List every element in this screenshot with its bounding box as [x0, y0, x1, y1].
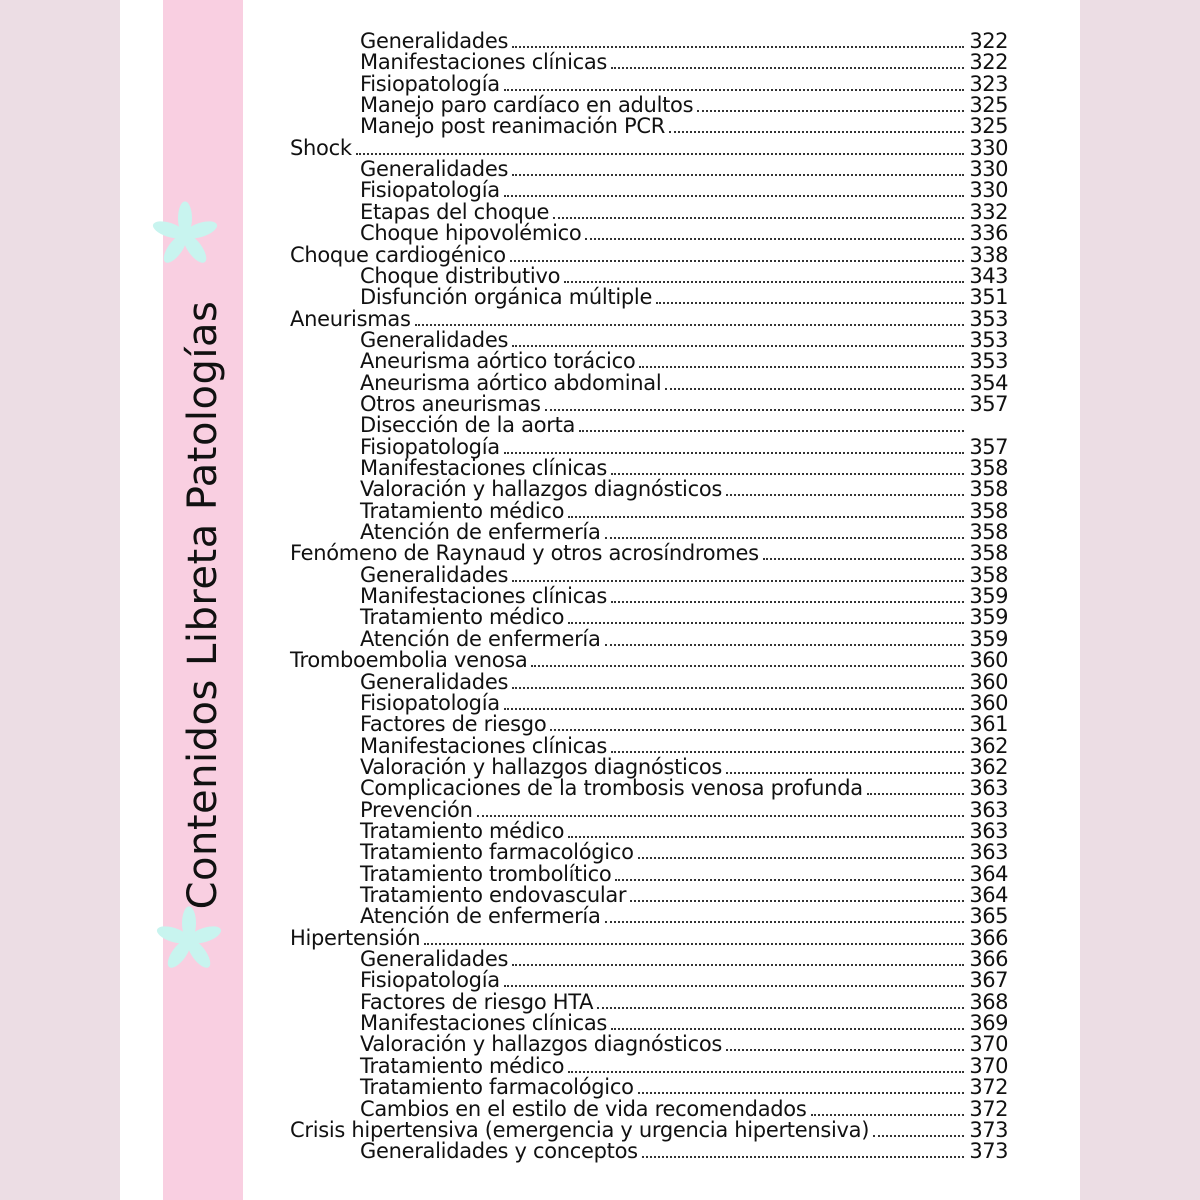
toc-entry-label: Manifestaciones clínicas: [360, 456, 608, 480]
dot-leader: [638, 1092, 964, 1094]
toc-entry: [360, 991, 1008, 1013]
toc-entry: [360, 1012, 1008, 1034]
dot-leader: [726, 772, 964, 774]
toc-entry-page: 370: [969, 1032, 1008, 1057]
toc-entry-page: 358: [969, 520, 1008, 545]
toc-entry: [360, 969, 1008, 991]
toc-entry-page: 362: [969, 733, 1008, 758]
toc-entry-page: 373: [969, 1117, 1008, 1142]
toc-entry-label: Manifestaciones clínicas: [360, 1011, 608, 1036]
toc-entry-page: 364: [969, 883, 1008, 907]
toc-entry-label: Fisiopatología: [360, 434, 500, 459]
toc-entry: [360, 73, 1008, 95]
dot-leader: [656, 302, 964, 304]
toc-entry-page: 330: [969, 178, 1008, 203]
toc-entry-label: Disección de la aorta: [360, 413, 576, 438]
toc-entry: [360, 756, 1008, 778]
toc-entry: [360, 863, 1008, 885]
dot-leader: [726, 1049, 964, 1051]
toc-entry-page: 332: [969, 199, 1008, 224]
toc-entry-label: Choque cardiogénico: [290, 242, 506, 267]
toc-entry-page: 338: [969, 242, 1008, 267]
toc-entry-page: 360: [969, 690, 1008, 715]
toc-entry: [360, 1033, 1008, 1055]
toc-entry-label: Crisis hipertensiva (emergencia y urgencia hipertensiva): [290, 1117, 870, 1142]
dot-leader: [512, 174, 964, 176]
toc-entry: [360, 457, 1008, 479]
dot-leader: [545, 409, 964, 411]
dot-leader: [568, 1071, 964, 1073]
toc-entry-page: 322: [969, 50, 1008, 75]
toc-entry-page: 362: [969, 754, 1008, 779]
toc-entry: [360, 436, 1008, 458]
toc-entry-label: Aneurisma aórtico torácico: [360, 349, 636, 374]
toc-entry: [360, 350, 1008, 372]
dot-leader: [510, 260, 964, 262]
toc-entry-page: 366: [969, 947, 1008, 972]
toc-entry-page: 373: [969, 1139, 1008, 1164]
toc-entry-label: Manifestaciones clínicas: [360, 584, 608, 609]
toc-entry-label: Manejo paro cardíaco en adultos: [360, 93, 694, 118]
dot-leader: [531, 665, 964, 667]
toc-entry-page: 358: [969, 541, 1008, 566]
dot-leader: [611, 751, 964, 753]
toc-entry-label: Choque distributivo: [360, 263, 561, 288]
toc-entry-label: Choque hipovolémico: [360, 221, 582, 246]
toc-entry: [360, 799, 1008, 821]
toc-entry-page: 330: [969, 157, 1008, 182]
dot-leader: [550, 729, 964, 731]
dot-leader: [504, 452, 964, 454]
toc-entry-label: Fisiopatología: [360, 71, 500, 96]
toc-entry-label: Cambios en el estilo de vida recomendados: [360, 1096, 807, 1121]
flower-icon: [154, 905, 224, 975]
toc-entry-label: Tratamiento médico: [360, 498, 565, 523]
dot-leader: [638, 857, 964, 859]
toc-entry: [360, 179, 1008, 201]
toc-entry: [360, 94, 1008, 116]
toc-entry-page: 363: [969, 818, 1008, 843]
toc-entry-page: 353: [969, 349, 1008, 374]
dot-leader: [568, 836, 964, 838]
toc-entry-label: Manejo post reanimación PCR: [360, 114, 666, 139]
toc-entry: [360, 265, 1008, 287]
toc-entry-label: Complicaciones de la trombosis venosa profunda: [360, 776, 863, 801]
toc-entry-page: 365: [969, 904, 1008, 929]
dot-leader: [597, 1007, 964, 1009]
toc-entry-page: 325: [969, 93, 1008, 118]
toc-entry-label: Tratamiento médico: [360, 1053, 565, 1078]
toc-entry: [290, 649, 1008, 671]
toc-entry-page: 358: [969, 562, 1008, 587]
toc-entry-label: Generalidades y conceptos: [360, 1139, 638, 1164]
toc-entry-label: Manifestaciones clínicas: [360, 50, 608, 75]
toc-entry-label: Valoración y hallazgos diagnósticos: [360, 477, 723, 502]
dot-leader: [642, 1156, 964, 1158]
toc-entry-page: 368: [969, 989, 1008, 1014]
toc-entry-page: 354: [969, 370, 1008, 395]
toc-entry-page: 361: [969, 712, 1008, 737]
toc-entry: [360, 671, 1008, 693]
toc-entry-page: 357: [969, 391, 1008, 416]
dot-leader: [568, 516, 964, 518]
toc-entry: [360, 478, 1008, 500]
toc-entry-page: 370: [969, 1053, 1008, 1078]
dot-leader: [665, 388, 964, 390]
toc-entry-page: 325: [969, 114, 1008, 139]
toc-entry: [360, 948, 1008, 970]
toc-entry-page: 358: [969, 456, 1008, 480]
toc-entry-page: 360: [969, 669, 1008, 694]
toc-entry: [360, 414, 1008, 436]
dot-leader: [512, 964, 964, 966]
dot-leader: [726, 494, 964, 496]
toc-entry: [360, 158, 1008, 180]
toc-entry: [360, 329, 1008, 351]
toc-entry-label: Generalidades: [360, 157, 509, 182]
toc-entry-label: Fisiopatología: [360, 690, 500, 715]
dot-leader: [356, 153, 964, 155]
dot-leader: [811, 1114, 965, 1116]
toc-entry: [360, 1055, 1008, 1077]
toc-entry-label: Tratamiento endovascular: [360, 883, 627, 907]
dot-leader: [611, 601, 964, 603]
toc-entry-page: 360: [969, 648, 1008, 673]
toc-entry-label: Tratamiento trombolítico: [360, 861, 612, 886]
toc-entry-label: Generalidades: [360, 562, 509, 587]
toc-entry: [360, 201, 1008, 223]
dot-leader: [611, 67, 964, 69]
toc-entry: [360, 777, 1008, 799]
toc-entry: [360, 564, 1008, 586]
toc-entry-label: Hipertensión: [290, 925, 421, 950]
flower-icon: [150, 200, 220, 270]
toc-entry-label: Generalidades: [360, 669, 509, 694]
toc-entry-page: 322: [969, 29, 1008, 53]
document-page: [120, 0, 1080, 1200]
toc-entry: [360, 115, 1008, 137]
toc-entry-page: 353: [969, 306, 1008, 331]
dot-leader: [504, 195, 964, 197]
toc-entry: [360, 713, 1008, 735]
toc-entry-page: 363: [969, 840, 1008, 865]
toc-entry: [290, 1119, 1008, 1141]
toc-entry-label: Disfunción orgánica múltiple: [360, 285, 653, 310]
toc-entry: [360, 820, 1008, 842]
toc-entry-page: 369: [969, 1011, 1008, 1036]
toc-entry: [360, 841, 1008, 863]
toc-entry: [360, 286, 1008, 308]
toc-entry-page: 353: [969, 327, 1008, 352]
toc-entry-page: 372: [969, 1075, 1008, 1100]
dot-leader: [504, 89, 964, 91]
toc-entry: [360, 393, 1008, 415]
toc-entry-page: 358: [969, 498, 1008, 523]
toc-entry-page: 359: [969, 626, 1008, 651]
dot-leader: [611, 473, 964, 475]
toc-entry-page: 323: [969, 71, 1008, 96]
toc-entry-label: Tratamiento farmacológico: [360, 840, 634, 865]
toc-entry-label: Fisiopatología: [360, 968, 500, 993]
toc-entry-page: 364: [969, 861, 1008, 886]
toc-entry-label: Valoración y hallazgos diagnósticos: [360, 1032, 723, 1057]
dot-leader: [763, 558, 964, 560]
toc-entry: [290, 308, 1008, 330]
toc-entry: [360, 735, 1008, 757]
dot-leader: [630, 900, 964, 902]
dot-leader: [579, 430, 964, 432]
dot-leader: [605, 537, 964, 539]
dot-leader: [615, 879, 964, 881]
toc-entry-page: 343: [969, 263, 1008, 288]
dot-leader: [512, 46, 964, 48]
dot-leader: [504, 708, 964, 710]
dot-leader: [415, 324, 964, 326]
toc-entry: [360, 500, 1008, 522]
toc-entry-page: 358: [969, 477, 1008, 502]
dot-leader: [697, 110, 964, 112]
dot-leader: [611, 1028, 964, 1030]
toc-entry: [360, 1140, 1008, 1162]
toc-entry: [360, 905, 1008, 927]
toc-entry: [360, 884, 1008, 906]
toc-entry: [360, 521, 1008, 543]
toc-entry-label: Aneurisma aórtico abdominal: [360, 370, 662, 395]
dot-leader: [553, 217, 964, 219]
toc-entry: [290, 927, 1008, 949]
toc-entry-label: Valoración y hallazgos diagnósticos: [360, 754, 723, 779]
toc-entry-page: 330: [969, 135, 1008, 160]
toc-entry: [360, 51, 1008, 73]
toc-entry-label: Fenómeno de Raynaud y otros acrosíndromes: [290, 541, 759, 566]
toc-entry-page: 351: [969, 285, 1008, 310]
toc-entry-label: Generalidades: [360, 29, 509, 53]
toc-entry-label: Atención de enfermería: [360, 904, 601, 929]
dot-leader: [585, 238, 964, 240]
toc-entry: [360, 30, 1008, 52]
dot-leader: [564, 281, 964, 283]
toc-entry-label: Prevención: [360, 797, 473, 822]
dot-leader: [512, 687, 964, 689]
toc-entry-label: Aneurismas: [290, 306, 411, 331]
dot-leader: [669, 131, 964, 133]
toc-entry: [290, 137, 1008, 159]
dot-leader: [867, 793, 964, 795]
toc-entry-label: Fisiopatología: [360, 178, 500, 203]
toc-entry-label: Atención de enfermería: [360, 520, 601, 545]
dot-leader: [873, 1135, 964, 1137]
toc-entry: [360, 222, 1008, 244]
toc-entry-page: 357: [969, 434, 1008, 459]
toc-entry: [290, 542, 1008, 564]
toc-entry-page: 372: [969, 1096, 1008, 1121]
dot-leader: [477, 815, 964, 817]
toc-entry-label: Tratamiento farmacológico: [360, 1075, 634, 1100]
toc-entry-label: Generalidades: [360, 327, 509, 352]
toc-entry: [290, 244, 1008, 266]
toc-entry-label: Tromboembolia venosa: [290, 648, 528, 673]
toc-entry-label: Factores de riesgo HTA: [360, 989, 594, 1014]
toc-entry-label: Tratamiento médico: [360, 605, 565, 630]
toc-entry-label: Manifestaciones clínicas: [360, 733, 608, 758]
dot-leader: [605, 644, 964, 646]
dot-leader: [512, 580, 964, 582]
toc-entry-page: 359: [969, 584, 1008, 609]
toc-entry-label: Atención de enfermería: [360, 626, 601, 651]
toc-entry: [360, 1098, 1008, 1120]
dot-leader: [605, 921, 964, 923]
dot-leader: [512, 345, 964, 347]
dot-leader: [504, 985, 964, 987]
toc-entry: [360, 372, 1008, 394]
dot-leader: [424, 943, 964, 945]
toc-entry-label: Factores de riesgo: [360, 712, 547, 737]
toc-entry-page: 336: [969, 221, 1008, 246]
sidebar-title: Contenidos Libreta Patologías: [180, 300, 226, 910]
toc-entry-page: 366: [969, 925, 1008, 950]
dot-leader: [639, 366, 964, 368]
toc-entry-page: 363: [969, 776, 1008, 801]
toc-entry-page: 363: [969, 797, 1008, 822]
toc-entry: [360, 1076, 1008, 1098]
toc-entry: [360, 606, 1008, 628]
toc-entry-label: Etapas del choque: [360, 199, 550, 224]
toc-entry: [360, 692, 1008, 714]
toc-entry-label: Otros aneurismas: [360, 391, 541, 416]
toc-entry-label: Tratamiento médico: [360, 818, 565, 843]
dot-leader: [568, 622, 964, 624]
toc-entry-page: 359: [969, 605, 1008, 630]
toc-entry-label: Generalidades: [360, 947, 509, 972]
toc-entry-page: 367: [969, 968, 1008, 993]
toc-entry-label: Shock: [290, 135, 352, 160]
toc-entry: [360, 628, 1008, 650]
toc-entry: [360, 585, 1008, 607]
